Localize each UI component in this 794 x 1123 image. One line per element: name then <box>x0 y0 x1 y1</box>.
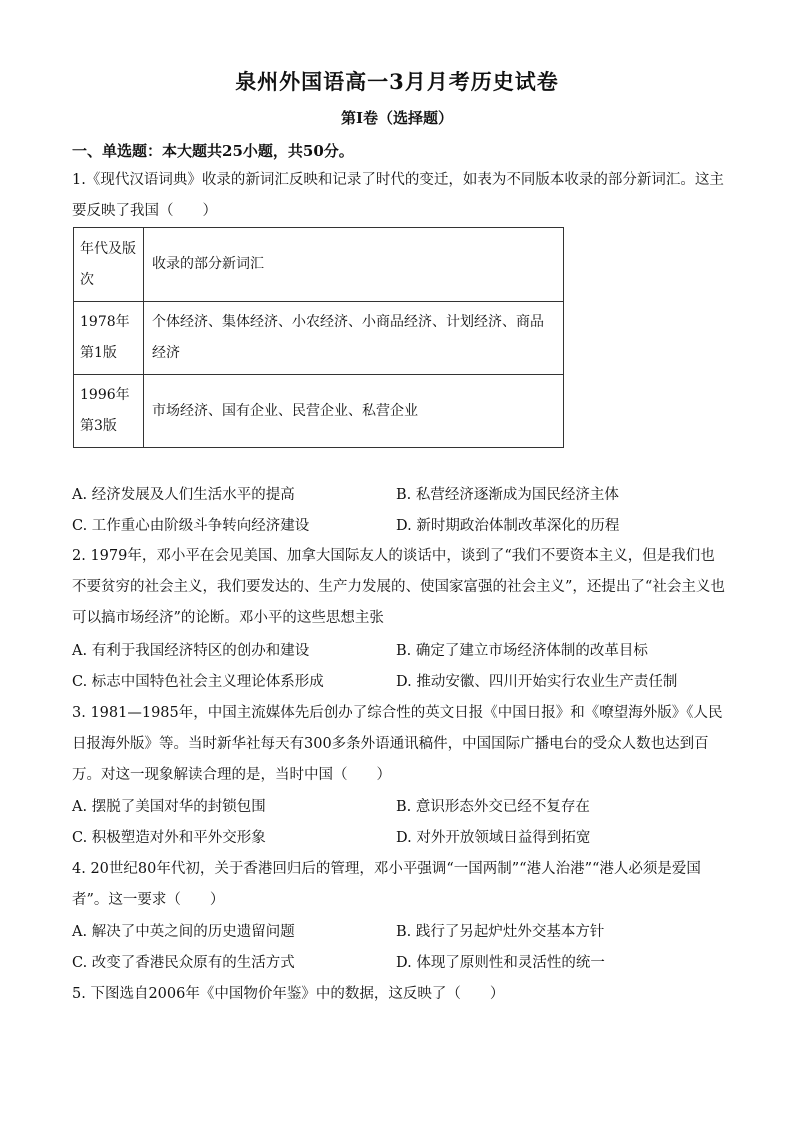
question-3-stem: 3. 1981—1985年，中国主流媒体先后创办了综合性的英文日报《中国日报》和《嘹望海外版》《人民日报海外版》等。当时新华社每天有300多条外语通讯稿件，中国国际广播电台的受众人数也达到百万。对这一现象解读合理的是，当时中国（ ） <box>72 705 723 783</box>
question-3-option-c[interactable]: C. 积极塑造对外和平外交形象 <box>72 830 266 846</box>
question-5-stem: 5. 下图选自2006年《中国物价年鉴》中的数据，这反映了（ ） <box>72 986 505 1002</box>
table-row <box>74 228 564 302</box>
table-cell: 市场经济、国有企业、民营企业、私营企业 <box>144 375 564 448</box>
table-row <box>74 302 564 375</box>
question-4-stem: 4. 20世纪80年代初，关于香港回归后的管理，邓小平强调“一国两制”“港人治港”“港人必须是爱国者”。这一要求（ ） <box>72 861 701 908</box>
question-4-option-c[interactable]: C. 改变了香港民众原有的生活方式 <box>72 955 295 971</box>
question-1-option-b[interactable]: B. 私营经济逐渐成为国民经济主体 <box>396 487 619 503</box>
question-3-option-d[interactable]: D. 对外开放领域日益得到拓宽 <box>396 830 591 846</box>
question-1-option-a[interactable]: A. 经济发展及人们生活水平的提高 <box>72 487 295 503</box>
question-3-option-a[interactable]: A. 摆脱了美国对华的封锁包围 <box>72 799 266 815</box>
question-4-option-b[interactable]: B. 践行了另起炉灶外交基本方针 <box>396 924 605 940</box>
exam-title: 泉州外国语高一3月月考历史试卷 <box>235 69 559 94</box>
question-1-option-d[interactable]: D. 新时期政治体制改革深化的历程 <box>396 518 620 534</box>
table-row <box>74 375 564 448</box>
question-1-stem: 1.《现代汉语词典》收录的新词汇反映和记录了时代的变迁，如表为不同版本收录的部分新词汇。这主要反映了我国（ ） <box>72 172 724 219</box>
question-2-option-c[interactable]: C. 标志中国特色社会主义理论体系形成 <box>72 674 324 690</box>
section-heading: 一、单选题：本大题共25小题，共50分。 <box>72 142 354 160</box>
question-1-option-c[interactable]: C. 工作重心由阶级斗争转向经济建设 <box>72 518 310 534</box>
table-cell: 1996年第3版 <box>74 375 144 448</box>
question-2-option-a[interactable]: A. 有利于我国经济特区的创办和建设 <box>72 643 310 659</box>
table-cell: 个体经济、集体经济、小农经济、小商品经济、计划经济、商品经济 <box>144 302 564 375</box>
question-4-option-a[interactable]: A. 解决了中英之间的历史遗留问题 <box>72 924 295 940</box>
question-2-option-b[interactable]: B. 确定了建立市场经济体制的改革目标 <box>396 643 648 659</box>
table-header-cell: 收录的部分新词汇 <box>144 228 564 302</box>
question-2-option-d[interactable]: D. 推动安徽、四川开始实行农业生产责任制 <box>396 674 678 690</box>
table-header-cell: 年代及版次 <box>74 228 144 302</box>
question-4-option-d[interactable]: D. 体现了原则性和灵活性的统一 <box>396 955 605 971</box>
question-1-table <box>73 227 564 448</box>
exam-part-title: 第I卷（选择题） <box>340 109 454 127</box>
question-3-option-b[interactable]: B. 意识形态外交已经不复存在 <box>396 799 590 815</box>
table-cell: 1978年第1版 <box>74 302 144 375</box>
question-2-stem: 2. 1979年，邓小平在会见美国、加拿大国际友人的谈话中，谈到了“我们不要资本主义，但是我们也不要贫穷的社会主义，我们要发达的、生产力发展的、使国家富强的社会主义”，还提出了“社会主义也可以搞市场经济”的论断。邓小平的这些思想主张 <box>72 548 725 626</box>
